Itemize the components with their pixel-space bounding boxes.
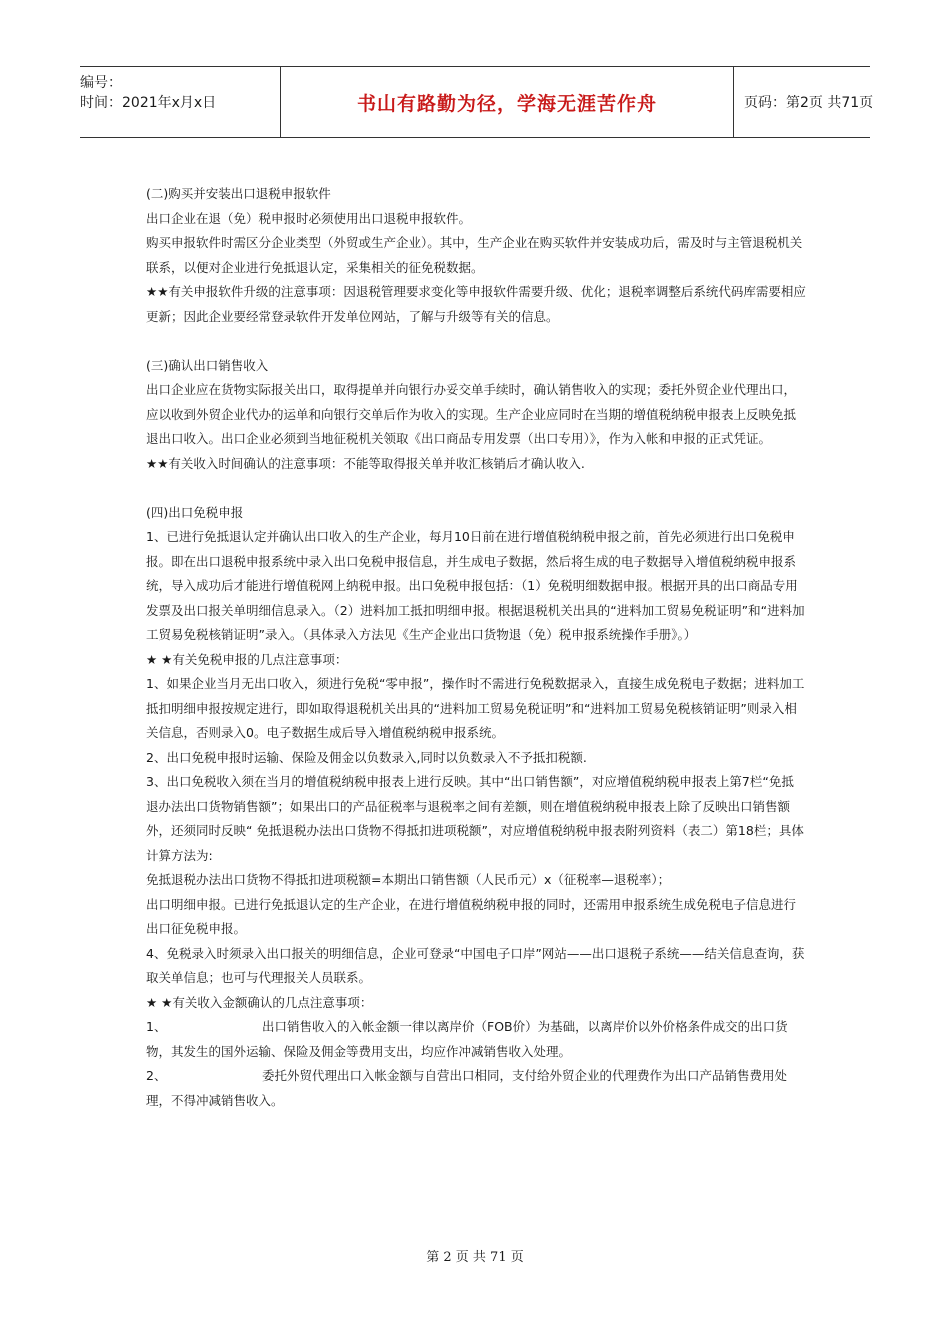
spacer <box>146 329 806 354</box>
page-header <box>80 66 874 138</box>
note-paragraph: ★★有关申报软件升级的注意事项：因退税管理要求变化等申报软件需要升级、优化；退税率调整后系统代码库需要相应更新；因此企业要经常登录软件开发单位网站，了解与升级等有关的信息。 <box>146 284 806 324</box>
document-body <box>146 182 806 1113</box>
paragraph: 购买申报软件时需区分企业类型（外贸或生产企业）。其中，生产企业在购买软件并安装成功后，需及时与主管退税机关联系，以便对企业进行免抵退认定，采集相关的征免税数据。 <box>146 235 803 275</box>
note-paragraph: ★★有关收入时间确认的注意事项：不能等取得报关单并收汇核销后才确认收入. <box>146 455 585 471</box>
header-meta <box>80 67 280 137</box>
page-footer: 第 2 页 共 71 页 <box>426 1250 524 1265</box>
paragraph: 出口明细申报。已进行免抵退认定的生产企业，在进行增值税纳税申报的同时，还需用申报系统生成免税电子信息进行出口征免税申报。 <box>146 896 797 936</box>
paragraph: 2、出口免税申报时运输、保险及佣金以负数录入,同时以负数录入不予抵扣税额. <box>146 749 587 765</box>
list-item-number: 1、 <box>146 1019 167 1034</box>
header-motto-cell <box>280 67 734 137</box>
header-page-cell <box>732 67 882 137</box>
paragraph: 4、免税录入时须录入出口报关的明细信息，企业可登录“中国电子口岸”网站——出口退税子系统——结关信息查询，获取关单信息；也可与代理报关人员联系。 <box>146 945 805 985</box>
paragraph: 出口企业在退（免）税申报时必须使用出口退税申报软件。 <box>146 210 472 226</box>
formula-paragraph: 免抵退税办法出口货物不得抵扣进项税额=本期出口销售额（人民币元）x（征税率—退税率）； <box>146 872 671 887</box>
paragraph: 3、出口免税收入须在当月的增值税纳税申报表上进行反映。其中“出口销售额”，对应增值税纳税申报表上第7栏“免抵退办法出口货物销售额”；如果出口的产品征税率与退税率之间有差额，则在增值税纳税申报表上除了反映出口销售额外，还须同时反映“ 免抵退税办法出口货物不得抵扣进项税额”，对应增值税纳税申报表附列资料（表二）第18栏；具体计算方法为: <box>146 774 804 863</box>
list-item <box>146 1015 806 1064</box>
paragraph: 1、如果企业当月无出口收入，须进行免税“零申报”，操作时不需进行免税数据录入，直接生成免税电子数据；进料加工抵扣明细申报按规定进行，即如取得退税机关出具的“进料加工贸易免税证明”和“进料加工贸易免税核销证明”则录入相关信息，否则录入0。电子数据生成后导入增值税纳税申报系统。 <box>146 676 805 740</box>
list-item-text: 委托外贸代理出口入帐金额与自营出口相同，支付给外贸企业的代理费作为出口产品销售费用处理，不得冲减销售收入。 <box>146 1068 788 1108</box>
note-heading: ★ ★有关免税申报的几点注意事项： <box>146 651 348 667</box>
section-heading: (二)购买并安装出口退税申报软件 <box>146 186 331 201</box>
header-page-label: 页码：第2页 共71页 <box>744 95 874 111</box>
document-number-label: 编号： <box>80 75 122 91</box>
section-heading: (三)确认出口销售收入 <box>146 357 269 373</box>
list-item-number: 2、 <box>146 1068 167 1083</box>
motto-text: 书山有路勤为径，学海无涯苦作舟 <box>356 92 657 115</box>
spacer <box>146 476 806 501</box>
document-time-label: 时间：2021年x月x日 <box>80 95 217 111</box>
paragraph: 出口企业应在货物实际报关出口，取得提单并向银行办妥交单手续时，确认销售收入的实现；委托外贸企业代理出口，应以收到外贸企业代办的运单和向银行交单后作为收入的实现。生产企业应同时在当期的增值税纳税申报表上反映免抵退出口收入。出口企业必须到当地征税机关领取《出口商品专用发票（出口专用）》，作为入帐和申报的正式凭证。 <box>146 382 797 446</box>
section-heading: (四)出口免税申报 <box>146 504 244 520</box>
paragraph: 1、已进行免抵退认定并确认出口收入的生产企业，每月10日前在进行增值税纳税申报之前，首先必须进行出口免税申报。即在出口退税申报系统中录入出口免税申报信息，并生成电子数据，然后将生成的电子数据导入增值税纳税申报系统，导入成功后才能进行增值税网上纳税申报。出口免税申报包括：（1）免税明细数据申报。根据开具的出口商品专用发票及出口报关单明细信息录入。（2）进料加工抵扣明细申报。根据退税机关出具的“进料加工贸易免税证明”和“进料加工贸易免税核销证明”录入。（具体录入方法见《生产企业出口货物退（免）税申报系统操作手册》。） <box>146 529 805 642</box>
note-heading: ★ ★有关收入金额确认的几点注意事项： <box>146 994 373 1010</box>
list-item <box>146 1064 806 1113</box>
list-item-text: 出口销售收入的入帐金额一律以离岸价（FOB价）为基础，以离岸价以外价格条件成交的出口货物，其发生的国外运输、保险及佣金等费用支出，均应作冲减销售收入处理。 <box>146 1019 788 1059</box>
